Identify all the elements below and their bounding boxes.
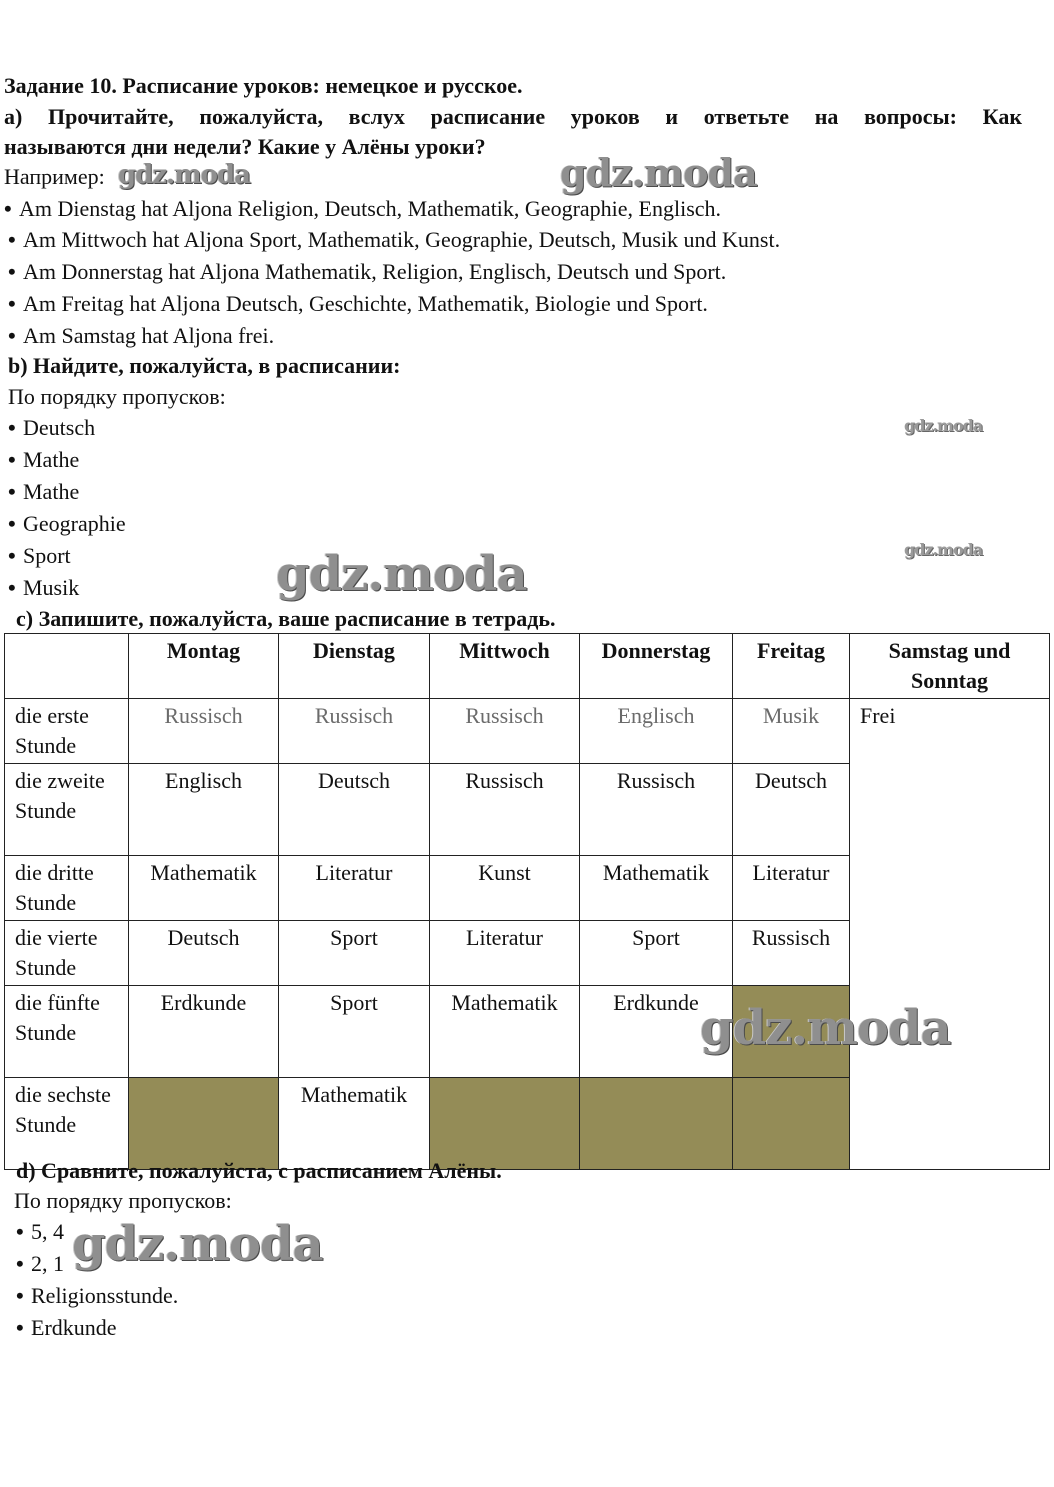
weekend-cell: Frei [850,699,1050,1170]
task-d-bullet-1: • 5, 4 [16,1218,64,1246]
table-cell: Russisch [733,921,850,986]
watermark: gdz.moda [118,160,251,190]
row-label: die dritte Stunde [5,856,129,921]
header-monday: Montag [129,634,279,699]
task-b-heading: b) Найдите, пожалуйста, в расписании: [8,353,401,378]
task-b-bullet-3: • Mathe [8,478,79,506]
row-label: die vierte Stunde [5,921,129,986]
table-cell: Russisch [430,699,580,764]
watermark: gdz.moda [72,1216,323,1272]
header-tuesday: Dienstag [279,634,430,699]
empty-cell [733,1078,850,1170]
task-a-line2: называются дни недели? Какие у Алёны уроки? [4,134,486,159]
task-a-bullet-2: • Am Mittwoch hat Aljona Sport, Mathematik, Geographie, Deutsch, Musik und Kunst. [8,226,780,254]
task-b-bullet-5: • Sport [8,542,71,570]
task-c-heading: c) Запишите, пожалуйста, ваше расписание в тетрадь. [16,606,556,631]
table-cell: Literatur [430,921,580,986]
header-friday: Freitag [733,634,850,699]
table-cell: Mathematik [129,856,279,921]
empty-cell [580,1078,733,1170]
empty-cell [430,1078,580,1170]
table-cell: Erdkunde [580,986,733,1078]
task-a-bullet-3: • Am Donnerstag hat Aljona Mathematik, Religion, Englisch, Deutsch und Sport. [8,258,726,286]
task-d-bullet-2: • 2, 1 [16,1250,64,1278]
task-d-intro: По порядку пропусков: [14,1188,232,1213]
table-cell: Deutsch [279,764,430,856]
schedule-table [4,633,1050,1170]
watermark: gdz.moda [276,546,527,602]
table-cell: Literatur [279,856,430,921]
task-b-bullet-2: • Mathe [8,446,79,474]
table-cell: Deutsch [733,764,850,856]
page-title: Задание 10. Расписание уроков: немецкое и русское. [4,73,523,98]
table-cell: Russisch [580,764,733,856]
empty-cell [129,1078,279,1170]
table-row [5,699,1050,764]
table-cell: Russisch [129,699,279,764]
task-d-bullet-4: • Erdkunde [16,1314,117,1342]
task-a-line1: a) Прочитайте, пожалуйста, вслух расписание уроков и ответьте на вопросы: Как [4,104,1022,129]
row-label: die fünfte Stunde [5,986,129,1078]
task-b-bullet-6: • Musik [8,574,79,602]
table-cell: Mathematik [580,856,733,921]
watermark: gdz.moda [904,540,983,559]
task-d-heading: d) Сравните, пожалуйста, с расписанием Алёны. [16,1158,502,1183]
example-label: Например: [4,164,105,189]
task-a-bullet-1: • Am Dienstag hat Aljona Religion, Deutsch, Mathematik, Geographie, Englisch. [4,195,721,223]
table-cell: Deutsch [129,921,279,986]
task-a-bullet-4: • Am Freitag hat Aljona Deutsch, Geschichte, Mathematik, Biologie und Sport. [8,290,708,318]
watermark: gdz.moda [904,416,983,435]
task-b-bullet-4: • Geographie [8,510,126,538]
header-weekend: Samstag und Sonntag [850,634,1050,699]
row-label: die erste Stunde [5,699,129,764]
table-header-row [5,634,1050,699]
table-cell: Musik [733,699,850,764]
table-cell: Literatur [733,856,850,921]
task-b-intro: По порядку пропусков: [8,384,226,409]
table-cell: Englisch [580,699,733,764]
table-cell: Kunst [430,856,580,921]
table-cell: Sport [279,986,430,1078]
table-cell: Mathematik [430,986,580,1078]
table-cell: Englisch [129,764,279,856]
watermark: gdz.moda [560,150,757,195]
table-cell: Russisch [279,699,430,764]
table-cell: Russisch [430,764,580,856]
row-label: die sechste Stunde [5,1078,129,1170]
task-a-bullet-5: • Am Samstag hat Aljona frei. [8,322,274,350]
row-label: die zweite Stunde [5,764,129,856]
task-b-bullet-1: • Deutsch [8,414,95,442]
table-cell: Sport [279,921,430,986]
table-cell: Erdkunde [129,986,279,1078]
table-cell: Mathematik [279,1078,430,1170]
table-cell: Sport [580,921,733,986]
watermark: gdz.moda [700,1000,951,1056]
header-empty [5,634,129,699]
header-thursday: Donnerstag [580,634,733,699]
header-wednesday: Mittwoch [430,634,580,699]
task-d-bullet-3: • Religionsstunde. [16,1282,178,1310]
